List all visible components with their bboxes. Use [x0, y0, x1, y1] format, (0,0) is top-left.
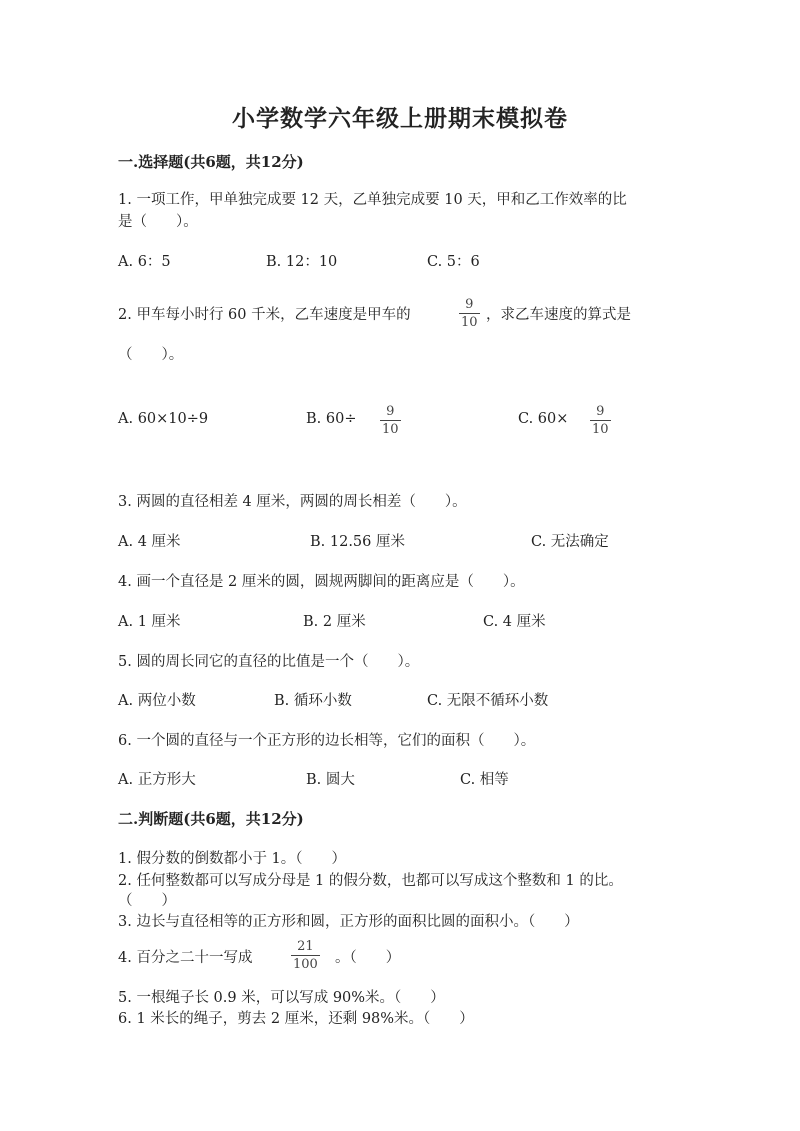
- question-1-line1: 1. 一项工作，甲单独完成要 12 天，乙单独完成要 10 天，甲和乙工作效率的比: [118, 192, 627, 208]
- fraction-bar: [291, 955, 320, 956]
- question-4-option-a: A. 1 厘米: [118, 614, 181, 630]
- fraction-numerator: 9: [386, 404, 395, 419]
- judgement-3: 3. 边长与直径相等的正方形和圆，正方形的面积比圆的面积小。（ ）: [118, 914, 579, 930]
- question-3-option-c: C. 无法确定: [531, 534, 609, 550]
- question-5-option-c: C. 无限不循环小数: [427, 693, 549, 709]
- question-6-option-a: A. 正方形大: [118, 772, 196, 788]
- question-2-line2: （ ）。: [118, 347, 184, 363]
- question-2-option-c-fraction: [590, 404, 611, 437]
- section-heading-choice: 一.选择题(共6题，共12分): [118, 153, 304, 171]
- fraction-bar: [590, 420, 611, 421]
- question-4-option-b: B. 2 厘米: [303, 614, 366, 630]
- question-2-option-c: C. 60×: [518, 411, 569, 427]
- question-3-option-a: A. 4 厘米: [118, 534, 181, 550]
- question-4-text: 4. 画一个直径是 2 厘米的圆，圆规两脚间的距离应是（ ）。: [118, 574, 525, 590]
- question-2-option-b: B. 60÷: [306, 411, 357, 427]
- question-2-suffix: ，求乙车速度的算式是: [486, 307, 631, 323]
- question-1-option-c: C. 5：6: [427, 254, 480, 270]
- question-6-option-b: B. 圆大: [306, 772, 355, 788]
- fraction-denominator: 100: [293, 957, 318, 972]
- question-2-fraction: [459, 297, 480, 330]
- question-6-option-c: C. 相等: [460, 772, 509, 788]
- fraction-bar: [459, 313, 480, 314]
- fraction-numerator: 9: [596, 404, 605, 419]
- question-1-option-b: B. 12：10: [266, 254, 338, 270]
- judgement-5: 5. 一根绳子长 0.9 米，可以写成 90%米。（ ）: [118, 990, 445, 1006]
- judgement-4-suffix: 。（ ）: [335, 950, 401, 966]
- question-1-option-a: A. 6：5: [118, 254, 171, 270]
- question-1-line2: 是（ ）。: [118, 214, 198, 230]
- section-heading-judgement: 二.判断题(共6题，共12分): [118, 810, 304, 828]
- fraction-bar: [380, 420, 401, 421]
- judgement-6: 6. 1 米长的绳子，剪去 2 厘米，还剩 98%米。（ ）: [118, 1011, 474, 1027]
- judgement-1: 1. 假分数的倒数都小于 1。（ ）: [118, 851, 347, 867]
- page-title: 小学数学六年级上册期末模拟卷: [232, 105, 568, 132]
- judgement-2-line1: 2. 任何整数都可以写成分母是 1 的假分数，也都可以写成这个整数和 1 的比。: [118, 873, 623, 889]
- fraction-denominator: 10: [382, 422, 399, 437]
- question-5-option-a: A. 两位小数: [118, 693, 196, 709]
- question-2-option-a: A. 60×10÷9: [118, 411, 209, 427]
- question-2-option-b-fraction: [380, 404, 401, 437]
- fraction-numerator: 21: [297, 939, 314, 954]
- fraction-numerator: 9: [465, 297, 474, 312]
- question-4-option-c: C. 4 厘米: [483, 614, 546, 630]
- judgement-4-fraction: [291, 939, 320, 972]
- judgement-4-prefix: 4. 百分之二十一写成: [118, 950, 253, 966]
- question-3-option-b: B. 12.56 厘米: [310, 534, 405, 550]
- question-2-prefix: 2. 甲车每小时行 60 千米，乙车速度是甲车的: [118, 307, 411, 323]
- fraction-denominator: 10: [461, 315, 478, 330]
- fraction-denominator: 10: [592, 422, 609, 437]
- question-6-text: 6. 一个圆的直径与一个正方形的边长相等，它们的面积（ ）。: [118, 733, 536, 749]
- question-3-text: 3. 两圆的直径相差 4 厘米，两圆的周长相差（ ）。: [118, 494, 467, 510]
- question-5-text: 5. 圆的周长同它的直径的比值是一个（ ）。: [118, 654, 420, 670]
- judgement-2-line2: （ ）: [118, 893, 176, 909]
- question-5-option-b: B. 循环小数: [274, 693, 352, 709]
